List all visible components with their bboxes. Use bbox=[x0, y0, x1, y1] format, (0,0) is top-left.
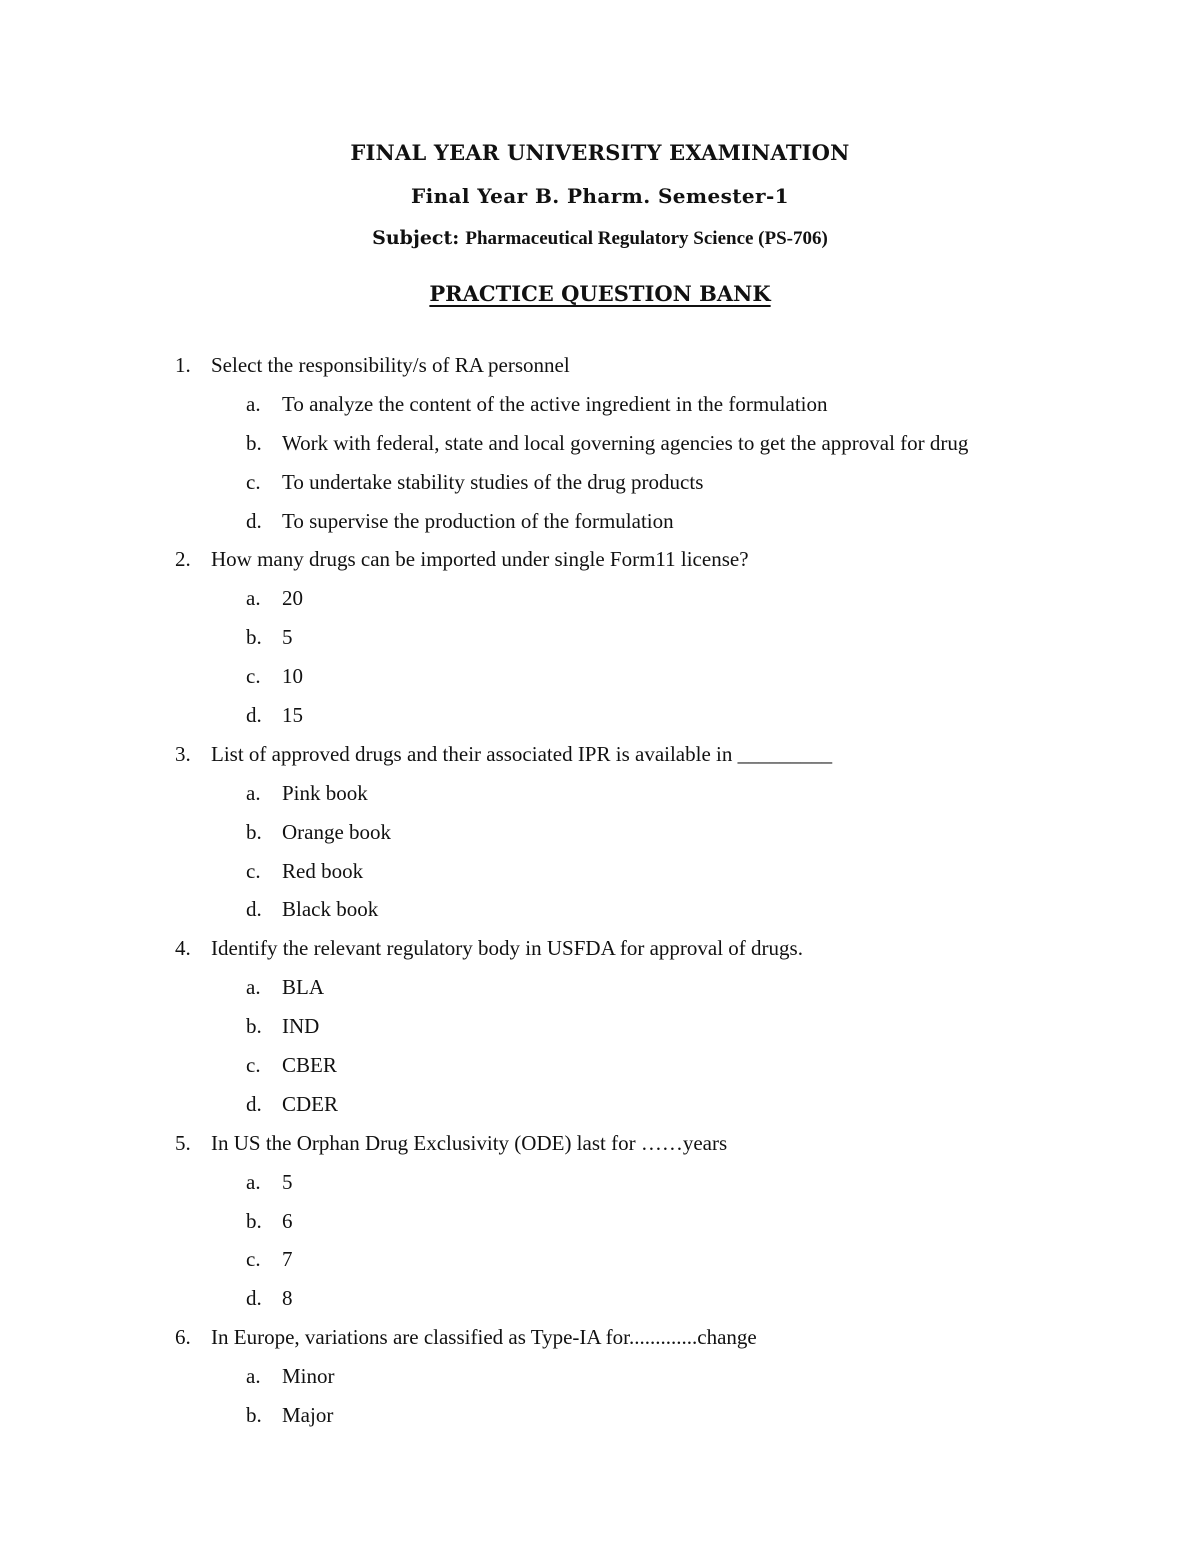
question-1-option bbox=[0, 385, 1200, 424]
option-text: CDER bbox=[282, 1091, 339, 1116]
option-letter: b. bbox=[246, 625, 262, 650]
option-text: Work with federal, state and local governing agencies to get the approval for drug bbox=[282, 430, 969, 455]
option-letter: b. bbox=[246, 430, 262, 455]
question-1-option bbox=[0, 502, 1200, 541]
question-number: 3. bbox=[175, 741, 191, 766]
option-text: 6 bbox=[282, 1208, 293, 1233]
question-2 bbox=[0, 540, 1200, 579]
option-text: CBER bbox=[282, 1053, 337, 1078]
question-text: Select the responsibility/s of RA personnel bbox=[211, 353, 570, 377]
option-letter: d. bbox=[246, 703, 262, 728]
option-text: Pink book bbox=[282, 780, 368, 805]
question-5-option bbox=[0, 1240, 1200, 1279]
question-3-option bbox=[0, 813, 1200, 852]
question-1 bbox=[0, 346, 1200, 385]
question-1-option bbox=[0, 424, 1200, 463]
option-letter: b. bbox=[246, 1403, 262, 1428]
question-number: 1. bbox=[175, 353, 191, 377]
question-text: How many drugs can be imported under single Form11 license? bbox=[211, 547, 749, 572]
question-6-option bbox=[0, 1357, 1200, 1396]
option-text: 7 bbox=[282, 1247, 293, 1272]
option-text: 10 bbox=[282, 664, 303, 689]
question-text: Identify the relevant regulatory body in USFDA for approval of drugs. bbox=[211, 936, 803, 961]
question-4 bbox=[0, 929, 1200, 968]
option-letter: a. bbox=[246, 391, 261, 416]
question-list bbox=[0, 346, 1200, 1435]
question-5-option bbox=[0, 1163, 1200, 1202]
question-2-option bbox=[0, 618, 1200, 657]
option-text: BLA bbox=[282, 975, 324, 1000]
question-5 bbox=[0, 1124, 1200, 1163]
option-text: Red book bbox=[282, 858, 364, 883]
option-text: 5 bbox=[282, 1169, 293, 1194]
option-text: Orange book bbox=[282, 819, 392, 844]
question-3-option bbox=[0, 890, 1200, 929]
question-bank-title: PRACTICE QUESTION BANK bbox=[429, 281, 771, 306]
question-3-option bbox=[0, 852, 1200, 891]
option-letter: a. bbox=[246, 586, 261, 611]
subject-heading bbox=[0, 227, 1200, 250]
option-letter: d. bbox=[246, 508, 262, 533]
question-4-option bbox=[0, 968, 1200, 1007]
question-text: In US the Orphan Drug Exclusivity (ODE) last for ……years bbox=[211, 1130, 728, 1155]
option-text: To analyze the content of the active ingredient in the formulation bbox=[282, 391, 828, 416]
question-number: 4. bbox=[175, 936, 191, 961]
option-letter: c. bbox=[246, 1053, 261, 1078]
option-text: 8 bbox=[282, 1286, 293, 1311]
semester-heading: Final Year B. Pharm. Semester-1 bbox=[410, 184, 789, 208]
question-number: 5. bbox=[175, 1130, 191, 1155]
option-text: Black book bbox=[282, 897, 379, 922]
question-2-option bbox=[0, 696, 1200, 735]
question-2-option bbox=[0, 657, 1200, 696]
question-4-option bbox=[0, 1007, 1200, 1046]
question-number: 6. bbox=[175, 1325, 191, 1350]
option-text: To supervise the production of the formulation bbox=[282, 508, 674, 533]
question-6 bbox=[0, 1318, 1200, 1357]
option-letter: d. bbox=[246, 1091, 262, 1116]
question-6-option bbox=[0, 1396, 1200, 1435]
option-text: IND bbox=[282, 1014, 320, 1039]
option-letter: a. bbox=[246, 780, 261, 805]
question-text: In Europe, variations are classified as Type-IA for.............change bbox=[211, 1325, 757, 1350]
question-1-option bbox=[0, 463, 1200, 502]
option-text: 5 bbox=[282, 625, 293, 650]
question-number: 2. bbox=[175, 547, 191, 572]
option-text: 15 bbox=[282, 703, 303, 728]
option-letter: b. bbox=[246, 1208, 262, 1233]
question-3-option bbox=[0, 774, 1200, 813]
question-5-option bbox=[0, 1202, 1200, 1241]
question-3 bbox=[0, 735, 1200, 774]
option-text: To undertake stability studies of the drug products bbox=[282, 469, 704, 494]
option-letter: b. bbox=[246, 1014, 262, 1039]
option-letter: b. bbox=[246, 819, 262, 844]
option-text: 20 bbox=[282, 586, 303, 611]
subject-label: Subject: bbox=[372, 227, 460, 249]
option-letter: a. bbox=[246, 1169, 261, 1194]
question-4-option bbox=[0, 1046, 1200, 1085]
option-letter: c. bbox=[246, 1247, 261, 1272]
option-text: Minor bbox=[282, 1364, 335, 1389]
option-letter: a. bbox=[246, 975, 261, 1000]
question-2-option bbox=[0, 579, 1200, 618]
question-4-option bbox=[0, 1085, 1200, 1124]
question-5-option bbox=[0, 1279, 1200, 1318]
option-letter: c. bbox=[246, 858, 261, 883]
option-letter: d. bbox=[246, 897, 262, 922]
option-letter: d. bbox=[246, 1286, 262, 1311]
question-text: List of approved drugs and their associated IPR is available in _________ bbox=[211, 741, 833, 766]
exam-title: FINAL YEAR UNIVERSITY EXAMINATION bbox=[350, 140, 850, 165]
option-letter: c. bbox=[246, 664, 261, 689]
option-text: Major bbox=[282, 1403, 334, 1428]
option-letter: c. bbox=[246, 469, 261, 494]
subject-value: Pharmaceutical Regulatory Science (PS-706) bbox=[465, 228, 828, 249]
option-letter: a. bbox=[246, 1364, 261, 1389]
